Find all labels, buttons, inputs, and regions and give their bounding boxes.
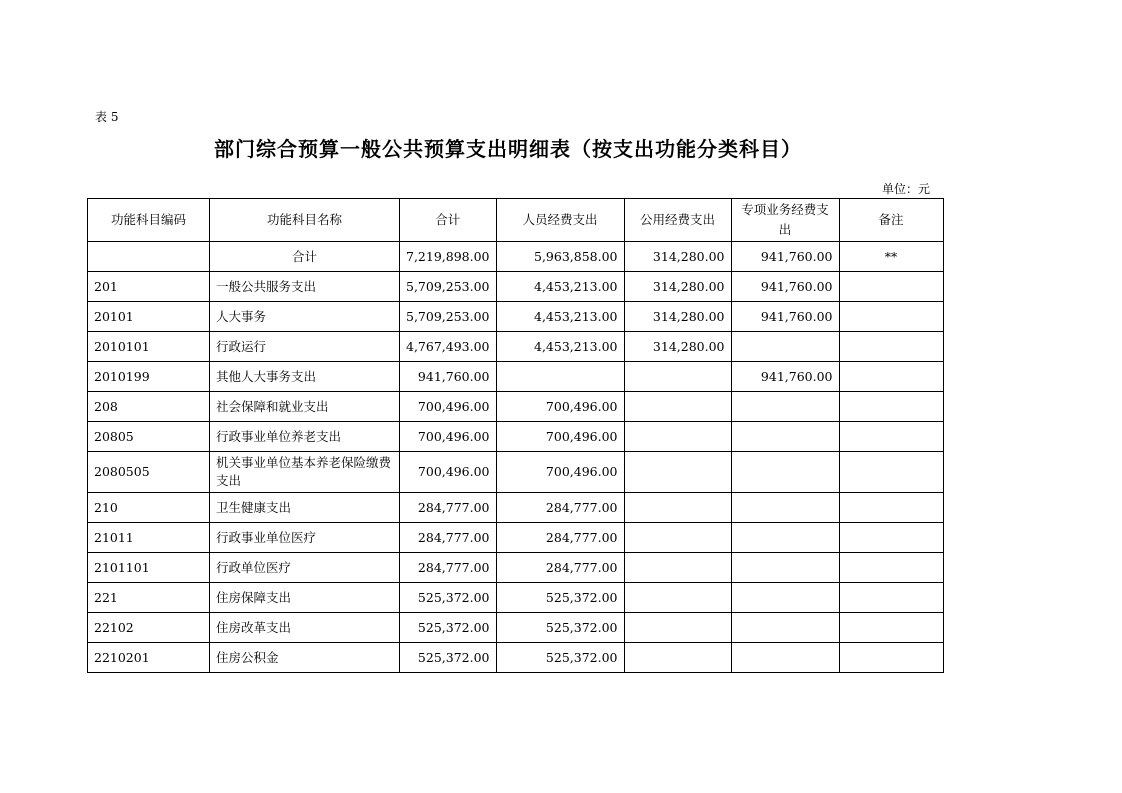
cell-total: 700,496.00: [400, 392, 497, 422]
cell-name: 人大事务: [210, 302, 400, 332]
cell-public: [624, 553, 731, 583]
cell-code: 2101101: [88, 553, 210, 583]
cell-public: [624, 523, 731, 553]
cell-remark: [839, 392, 943, 422]
header-special: 专项业务经费支出: [731, 199, 839, 242]
cell-personnel: 700,496.00: [496, 392, 624, 422]
cell-remark: [839, 553, 943, 583]
cell-total: 941,760.00: [400, 362, 497, 392]
cell-personnel: 700,496.00: [496, 422, 624, 452]
cell-personnel: 284,777.00: [496, 553, 624, 583]
budget-table: [87, 198, 944, 673]
cell-special: 941,760.00: [731, 242, 839, 272]
cell-name: 一般公共服务支出: [210, 272, 400, 302]
cell-name: 住房改革支出: [210, 613, 400, 643]
cell-special: [731, 643, 839, 673]
table-row: [88, 493, 944, 523]
cell-special: [731, 583, 839, 613]
cell-special: 941,760.00: [731, 362, 839, 392]
cell-public: [624, 362, 731, 392]
cell-special: 941,760.00: [731, 302, 839, 332]
cell-public: [624, 583, 731, 613]
cell-code: 2010101: [88, 332, 210, 362]
cell-name: 行政单位医疗: [210, 553, 400, 583]
cell-personnel: 284,777.00: [496, 493, 624, 523]
cell-remark: [839, 422, 943, 452]
cell-code: 210: [88, 493, 210, 523]
table-row: [88, 583, 944, 613]
cell-public: [624, 452, 731, 493]
cell-code: 2010199: [88, 362, 210, 392]
cell-name: 住房保障支出: [210, 583, 400, 613]
table-row: [88, 272, 944, 302]
cell-name: 行政事业单位养老支出: [210, 422, 400, 452]
cell-total: 4,767,493.00: [400, 332, 497, 362]
table-row: [88, 332, 944, 362]
cell-total: 284,777.00: [400, 493, 497, 523]
cell-total: 525,372.00: [400, 643, 497, 673]
cell-code: 2210201: [88, 643, 210, 673]
cell-remark: [839, 643, 943, 673]
header-name: 功能科目名称: [210, 199, 400, 242]
cell-remark: [839, 272, 943, 302]
cell-total: 700,496.00: [400, 422, 497, 452]
header-remark: 备注: [839, 199, 943, 242]
cell-code: 221: [88, 583, 210, 613]
cell-total: 7,219,898.00: [400, 242, 497, 272]
cell-public: 314,280.00: [624, 302, 731, 332]
cell-total: 5,709,253.00: [400, 302, 497, 332]
cell-total: 525,372.00: [400, 583, 497, 613]
cell-remark: [839, 523, 943, 553]
cell-name: 卫生健康支出: [210, 493, 400, 523]
cell-name: 合计: [210, 242, 400, 272]
cell-name: 社会保障和就业支出: [210, 392, 400, 422]
cell-total: 284,777.00: [400, 553, 497, 583]
cell-public: [624, 643, 731, 673]
cell-remark: [839, 583, 943, 613]
cell-personnel: 4,453,213.00: [496, 332, 624, 362]
table-number-label: 表 5: [95, 110, 119, 124]
cell-remark: [839, 332, 943, 362]
cell-personnel: 700,496.00: [496, 452, 624, 493]
cell-public: 314,280.00: [624, 332, 731, 362]
table-row: [88, 422, 944, 452]
table-row: [88, 523, 944, 553]
cell-personnel: 525,372.00: [496, 613, 624, 643]
cell-total: 525,372.00: [400, 613, 497, 643]
cell-remark: [839, 493, 943, 523]
cell-remark: [839, 613, 943, 643]
table-row: [88, 613, 944, 643]
cell-special: [731, 553, 839, 583]
cell-total: 284,777.00: [400, 523, 497, 553]
cell-code: 21011: [88, 523, 210, 553]
cell-special: [731, 452, 839, 493]
header-personnel: 人员经费支出: [496, 199, 624, 242]
document-title: 部门综合预算一般公共预算支出明细表（按支出功能分类科目）: [214, 137, 802, 161]
total-row: [88, 242, 944, 272]
cell-personnel: 525,372.00: [496, 643, 624, 673]
cell-personnel: [496, 362, 624, 392]
cell-special: [731, 523, 839, 553]
cell-total: 5,709,253.00: [400, 272, 497, 302]
cell-code: 20101: [88, 302, 210, 332]
cell-total: 700,496.00: [400, 452, 497, 493]
cell-code: 20805: [88, 422, 210, 452]
table-row: [88, 643, 944, 673]
table-row: [88, 553, 944, 583]
cell-name: 行政事业单位医疗: [210, 523, 400, 553]
table-row: [88, 302, 944, 332]
cell-code: [88, 242, 210, 272]
cell-name: 住房公积金: [210, 643, 400, 673]
cell-public: [624, 392, 731, 422]
cell-personnel: 5,963,858.00: [496, 242, 624, 272]
cell-public: 314,280.00: [624, 242, 731, 272]
header-code: 功能科目编码: [88, 199, 210, 242]
table-row: [88, 452, 944, 493]
cell-personnel: 525,372.00: [496, 583, 624, 613]
cell-remark: [839, 362, 943, 392]
cell-special: [731, 332, 839, 362]
cell-name: 其他人大事务支出: [210, 362, 400, 392]
cell-public: 314,280.00: [624, 272, 731, 302]
cell-remark: [839, 452, 943, 493]
header-total: 合计: [400, 199, 497, 242]
cell-name: 行政运行: [210, 332, 400, 362]
cell-public: [624, 493, 731, 523]
cell-personnel: 4,453,213.00: [496, 302, 624, 332]
cell-special: [731, 392, 839, 422]
table-row: [88, 392, 944, 422]
cell-public: [624, 613, 731, 643]
unit-label: 单位：元: [882, 182, 931, 196]
cell-personnel: 4,453,213.00: [496, 272, 624, 302]
cell-special: 941,760.00: [731, 272, 839, 302]
cell-remark: [839, 302, 943, 332]
cell-special: [731, 613, 839, 643]
header-row: [88, 199, 944, 242]
cell-special: [731, 493, 839, 523]
cell-code: 2080505: [88, 452, 210, 493]
cell-code: 22102: [88, 613, 210, 643]
cell-public: [624, 422, 731, 452]
table-row: [88, 362, 944, 392]
cell-code: 208: [88, 392, 210, 422]
cell-code: 201: [88, 272, 210, 302]
cell-name: 机关事业单位基本养老保险缴费支出: [210, 452, 400, 493]
cell-remark: **: [839, 242, 943, 272]
cell-special: [731, 422, 839, 452]
header-public: 公用经费支出: [624, 199, 731, 242]
cell-personnel: 284,777.00: [496, 523, 624, 553]
